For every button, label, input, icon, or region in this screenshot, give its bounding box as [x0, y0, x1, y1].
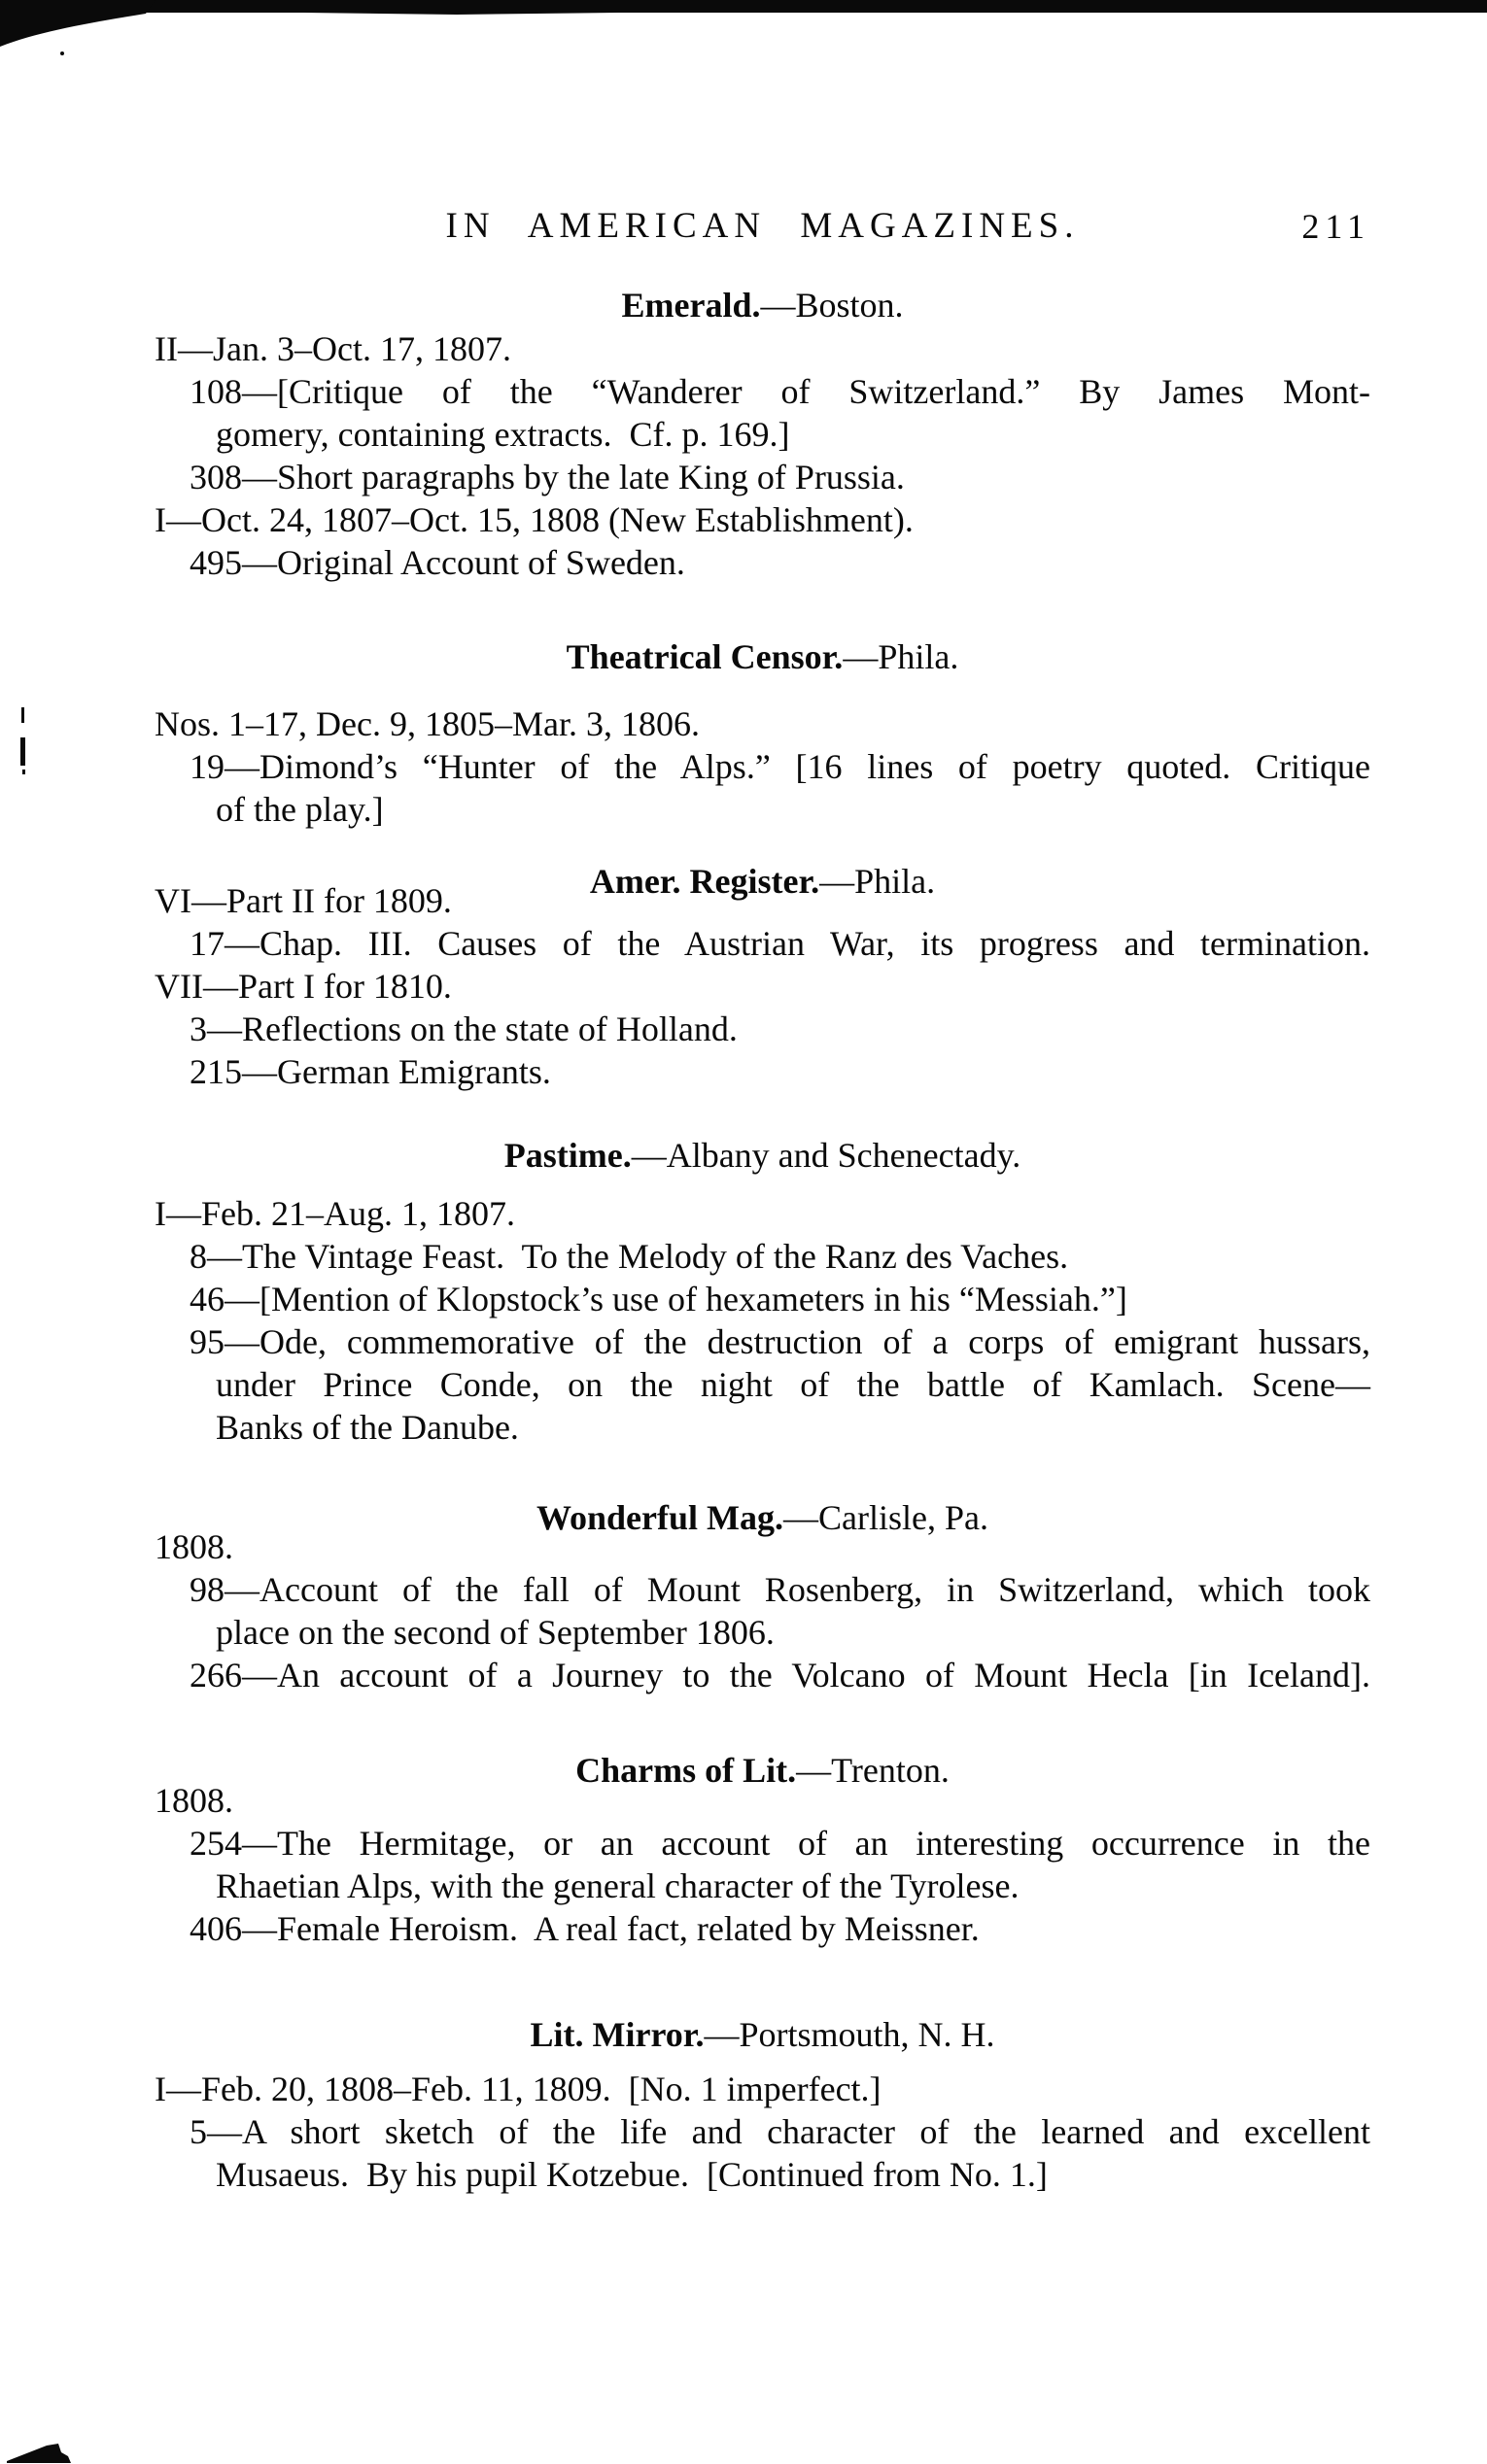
volume-line: VII—Part I for 1810. [155, 967, 452, 1006]
section-charms-of-lit [155, 1749, 1370, 1950]
index-entry-line: 5—A short sketch of the life and character of the learned and excellent [190, 2112, 1370, 2151]
magazine-name: Pastime. [503, 1136, 632, 1175]
volume-line: 1808. [155, 1527, 233, 1566]
index-entry-line: 3—Reflections on the state of Holland. [190, 1010, 738, 1048]
index-entry-line: 46—[Mention of Klopstock’s use of hexameters in his “Messiah.”] [190, 1280, 1127, 1318]
scan-artifact-top-edge [0, 0, 1487, 58]
magazine-heading [155, 635, 1370, 678]
index-entry-line: 215—German Emigrants. [190, 1052, 551, 1091]
index-entry-line: 108—[Critique of the “Wanderer of Switzerland.” By James Mont- [190, 372, 1370, 411]
magazine-location: —Albany and Schenectady. [631, 1136, 1021, 1175]
magazine-heading [155, 2013, 1370, 2056]
index-entry-continuation: Rhaetian Alps, with the general character of the Tyrolese. [216, 1866, 1020, 1905]
magazine-name: Lit. Mirror. [530, 2015, 705, 2054]
magazine-heading [155, 284, 1370, 326]
running-head [155, 204, 1370, 249]
magazine-location: —Trenton. [796, 1751, 950, 1790]
section-pastime [155, 1134, 1370, 1449]
page-title: IN AMERICAN MAGAZINES. [445, 206, 1080, 246]
section-emerald [155, 284, 1370, 584]
volume-line: 1808. [155, 1781, 233, 1820]
magazine-name: Charms of Lit. [575, 1751, 797, 1790]
index-entry-continuation: Banks of the Danube. [216, 1408, 519, 1447]
index-entry-line: 95—Ode, commemorative of the destruction of a corps of emigrant hussars, [190, 1322, 1370, 1361]
index-entry-line: 98—Account of the fall of Mount Rosenberg, in Switzerland, which took [190, 1570, 1370, 1609]
volume-line: II—Jan. 3–Oct. 17, 1807. [155, 329, 511, 368]
volume-line: VI—Part II for 1809. [155, 881, 452, 920]
magazine-heading [155, 1134, 1370, 1177]
volume-line: I—Oct. 24, 1807–Oct. 15, 1808 (New Establishment). [155, 500, 914, 539]
margin-mark-icon [20, 737, 25, 766]
magazine-name: Emerald. [621, 286, 761, 325]
index-entry-continuation: under Prince Conde, on the night of the battle of Kamlach. Scene— [216, 1365, 1370, 1404]
index-entry-continuation: of the play.] [216, 790, 384, 829]
volume-line: I—Feb. 20, 1808–Feb. 11, 1809. [No. 1 imperfect.] [155, 2070, 882, 2108]
magazine-location: —Portsmouth, N. H. [704, 2015, 995, 2054]
section-lit-mirror [155, 2013, 1370, 2196]
index-entry-line: 17—Chap. III. Causes of the Austrian War, its progress and termination. [190, 924, 1370, 963]
index-entry-continuation: gomery, containing extracts. Cf. p. 169.] [216, 415, 790, 454]
magazine-location: —Phila. [819, 862, 936, 901]
margin-mark-icon [22, 770, 25, 774]
magazine-name: Theatrical Censor. [566, 637, 844, 676]
page-number: 211 [1301, 207, 1370, 246]
margin-mark-icon [21, 707, 24, 723]
volume-line: I—Feb. 21–Aug. 1, 1807. [155, 1194, 515, 1233]
magazine-location: —Boston. [760, 286, 904, 325]
section-wonderful-mag [155, 1496, 1370, 1696]
index-entry-line: 8—The Vintage Feast. To the Melody of the Ranz des Vaches. [190, 1237, 1069, 1276]
magazine-location: —Phila. [843, 637, 959, 676]
index-entry-line: 266—An account of a Journey to the Volcano of Mount Hecla [in Iceland]. [190, 1656, 1370, 1694]
index-entry-continuation: Musaeus. By his pupil Kotzebue. [Continued from No. 1.] [216, 2155, 1048, 2194]
scan-artifact-bottom-corner [0, 2442, 87, 2464]
index-entry-line: 19—Dimond’s “Hunter of the Alps.” [16 lines of poetry quoted. Critique [190, 747, 1370, 786]
magazine-location: —Carlisle, Pa. [783, 1498, 988, 1537]
index-entry-line: 308—Short paragraphs by the late King of Prussia. [190, 458, 905, 496]
index-entry-line: 254—The Hermitage, or an account of an interesting occurrence in the [190, 1824, 1370, 1863]
section-amer-register [155, 860, 1370, 1093]
index-entry-line: 406—Female Heroism. A real fact, related by Meissner. [190, 1909, 980, 1948]
magazine-name: Amer. Register. [589, 862, 820, 901]
volume-line: Nos. 1–17, Dec. 9, 1805–Mar. 3, 1806. [155, 704, 700, 743]
index-entry-continuation: place on the second of September 1806. [216, 1613, 775, 1652]
index-entry-line: 495—Original Account of Sweden. [190, 543, 685, 582]
magazine-name: Wonderful Mag. [536, 1498, 784, 1537]
section-theatrical-censor [155, 635, 1370, 831]
